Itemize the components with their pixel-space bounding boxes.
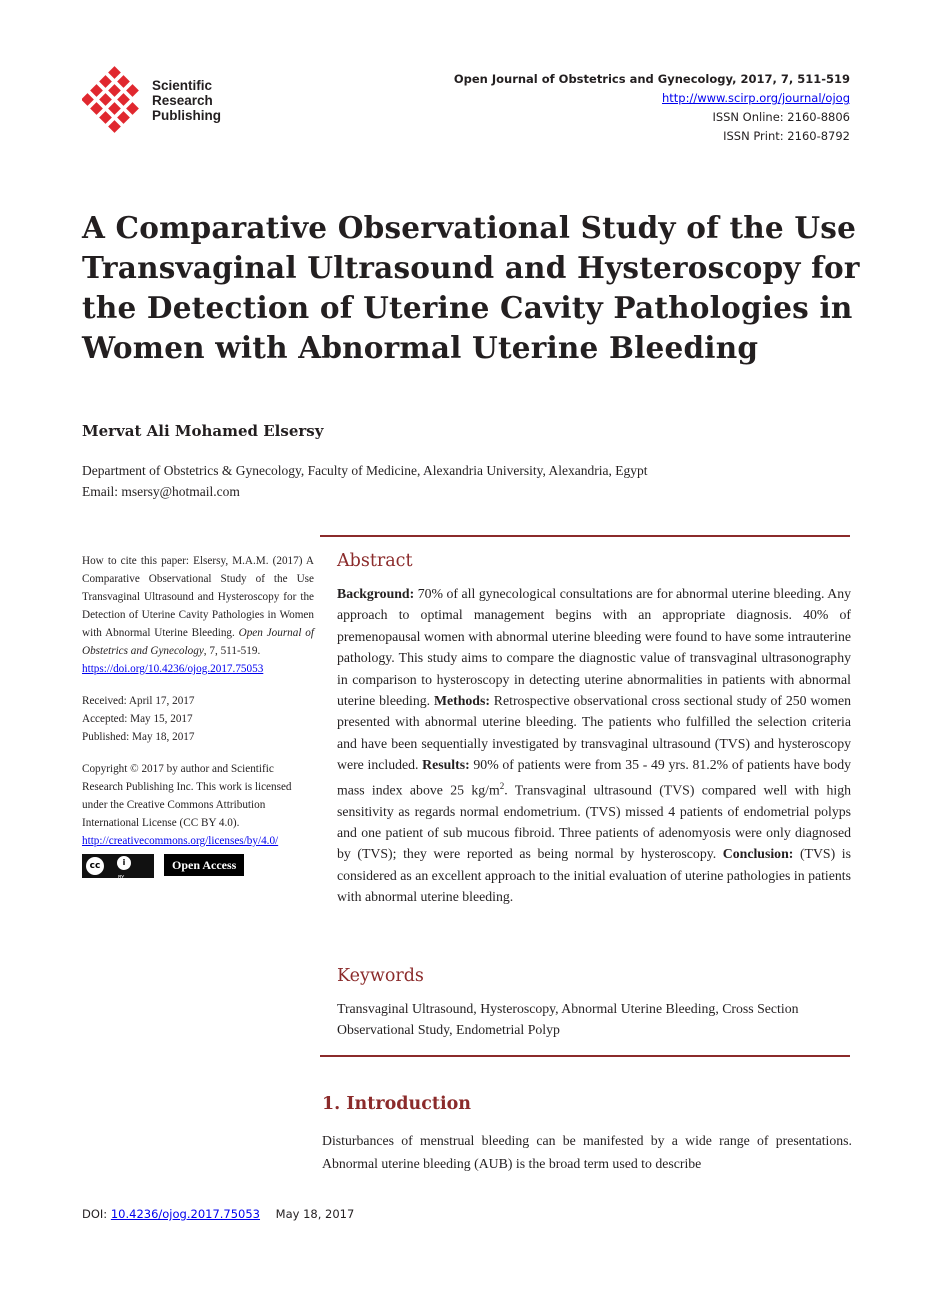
cite-volume: , 7, 511-519. <box>203 645 261 657</box>
footer <box>82 1207 354 1221</box>
introduction-text: Disturbances of menstrual bleeding can be manifested by a wide range of presentations. Abnormal uterine bleeding (AUB) is the broad term used to describe <box>322 1133 852 1171</box>
received-date: Received: April 17, 2017 <box>82 695 195 707</box>
publisher-logo-icon <box>82 66 148 142</box>
publisher-name: Scientific Research Publishing <box>152 78 221 123</box>
open-access-badge[interactable]: Open Access <box>164 854 244 876</box>
issn-online: ISSN Online: 2160-8806 <box>712 110 850 124</box>
footer-doi-label: DOI: <box>82 1207 111 1221</box>
paper-title: A Comparative Observational Study of the Use Transvaginal Ultrasound and Hysteroscopy for the Detection of Uterine Cavity Pathologies in Women with Abnormal Uterine Bleeding <box>82 210 860 365</box>
publication-dates <box>82 692 314 746</box>
sidebar <box>82 552 314 881</box>
journal-citation: Open Journal of Obstetrics and Gynecology, 2017, 7, 511-519 <box>453 72 850 86</box>
keywords-heading: Keywords <box>337 966 424 986</box>
journal-url-link[interactable]: http://www.scirp.org/journal/ojog <box>662 91 850 105</box>
license-link[interactable]: http://creativecommons.org/licenses/by/4.0/ <box>82 835 279 847</box>
doi-link[interactable]: https://doi.org/10.4236/ojog.2017.75053 <box>82 663 264 675</box>
abstract-top-rule <box>320 535 850 537</box>
journal-info <box>454 70 850 146</box>
how-to-cite <box>82 552 314 678</box>
issn-print: ISSN Print: 2160-8792 <box>723 129 850 143</box>
cite-label: How to cite this paper: <box>82 555 190 567</box>
abstract-body: Background: 70% of all gynecological consultations are for abnormal uterine bleeding. Any approach to optimal management begins with an appropriate diagnosis. 40% of premenopausal women with abnormal uterine bleeding were found to have some intrauterine pathology. This study aims to compare the diagnostic value of transvaginal ultrasonography in comparison to hysteroscopy in detecting uterine abnormalities in patients with abnormal uterine bleeding. Methods: Retrospective observational cross sectional study of 250 women presented with abnormal uterine bleeding. The patients who fulfilled the selection criteria and have been sequentially investigated by transvaginal ultrasound (TVS) and hysteroscopy were included. Results: 90% of patients were from 35 - 49 yrs. 81.2% of patients have body mass index above 25 $kg/m^2$. Transvaginal ultrasound (TVS) compared well with high sensitivity as regards normal endometrium. (TVS) missed 4 patients of endometrial polyps and one patient of sub mucous fibroid. Three patients of adenomyosis were only diagnosed by (TVS); they were reported as being normal by hysteroscopy. Conclusion: (TVS) is considered as an excellent approach to the initial evaluation of uterine pathologies in patients with abnormal uterine bleeding. <box>337 586 852 905</box>
author-name: Mervat Ali Mohamed Elsersy <box>82 422 324 440</box>
published-date: Published: May 18, 2017 <box>82 731 195 743</box>
introduction-heading: 1. Introduction <box>322 1094 471 1114</box>
abstract-heading: Abstract <box>337 551 413 571</box>
author-affiliation: Department of Obstetrics & Gynecology, Faculty of Medicine, Alexandria University, Alexandria, Egypt <box>82 463 648 478</box>
publisher-logo <box>82 66 242 142</box>
copyright-text: Copyright © 2017 by author and Scientific Research Publishing Inc. This work is licensed under the Creative Commons Attribution International License (CC BY 4.0). <box>82 763 292 829</box>
author-email: Email: msersy@hotmail.com <box>82 484 240 499</box>
copyright <box>82 760 314 881</box>
cite-text: Elsersy, M.A.M. (2017) A Comparative Observational Study of the Use Transvaginal Ultrasound and Hysteroscopy for the Detection of Uterine Cavity Pathologies in Women with Abnormal Uterine Bleeding. <box>82 555 314 639</box>
footer-date: May 18, 2017 <box>275 1207 355 1221</box>
abstract-bottom-rule <box>320 1055 850 1057</box>
footer-doi-link[interactable]: 10.4236/ojog.2017.75053 <box>110 1207 261 1221</box>
cc-by-icon[interactable]: cc i BY <box>82 854 154 878</box>
keywords-text: Transvaginal Ultrasound, Hysteroscopy, Abnormal Uterine Bleeding, Cross Section Observational Study, Endometrial Polyp <box>337 1001 799 1038</box>
cite-journal: Open Journal of Obstetrics and Gynecology <box>82 627 314 657</box>
accepted-date: Accepted: May 15, 2017 <box>82 713 193 725</box>
